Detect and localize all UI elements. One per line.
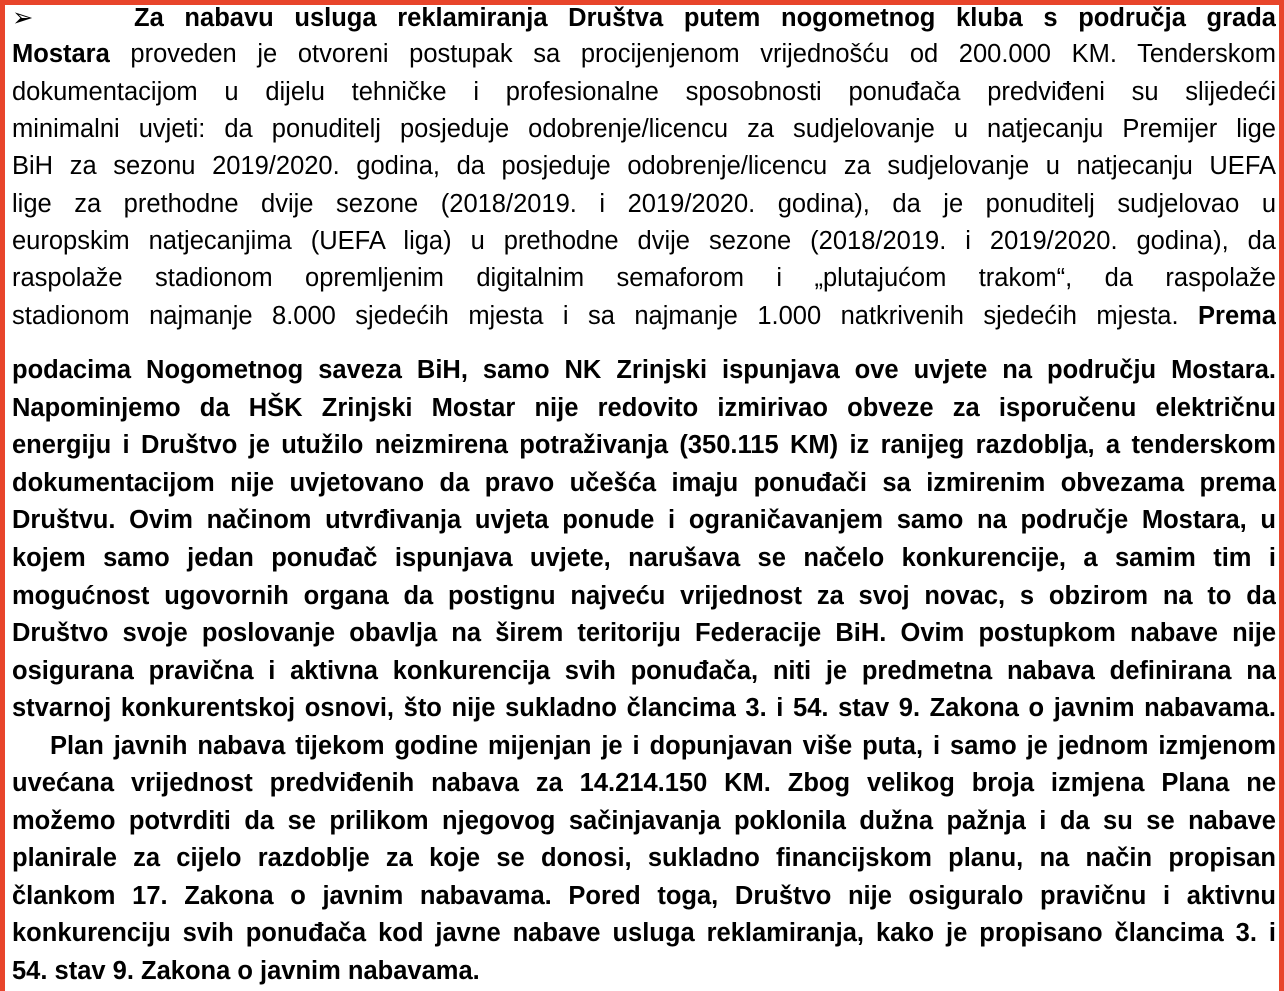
text-line: člankom 17. Zakona o javnim nabavama. Pored toga, Društvo nije osiguralo pravičnu i aktivnu: [12, 882, 1276, 910]
arrow-bullet-icon: ➢: [12, 4, 34, 32]
text-line: dokumentacijom nije uvjetovano da pravo učešća imaju ponuđači sa izmirenim obvezama prema: [12, 469, 1276, 497]
text-line: BiH za sezonu 2019/2020. godina, da posjeduje odobrenje/licencu za sudjelovanje u natjecanju UEFA: [12, 152, 1276, 180]
text-line: lige za prethodne dvije sezone (2018/2019. i 2019/2020. godina), da je ponuditelj sudjelovao u: [12, 190, 1276, 218]
text-line: dokumentacijom u dijelu tehničke i profesionalne sposobnosti ponuđača predviđeni su slijedeći: [12, 78, 1276, 106]
text-line: osigurana pravična i aktivna konkurencija svih ponuđača, niti je predmetna nabava definirana na: [12, 657, 1276, 685]
text-line: kojem samo jedan ponuđač ispunjava uvjete, narušava se načelo konkurencije, a samim tim i: [12, 544, 1276, 572]
text-line: Plan javnih nabava tijekom godine mijenjan je i dopunjavan više puta, i samo je jednom izmjenom: [50, 732, 1276, 760]
text-line: možemo potvrditi da se prilikom njegovog sačinjavanja poklonila dužna pažnja i da su se nabave: [12, 807, 1276, 835]
text-line: 54. stav 9. Zakona o javnim nabavama.: [12, 957, 480, 985]
text-line: raspolaže stadionom opremljenim digitalnim semaforom i „plutajućom trakom“, da raspolaže: [12, 264, 1276, 292]
text-line: Društvu. Ovim načinom utvrđivanja uvjeta ponude i ograničavanjem samo na područje Mostara, u: [12, 506, 1276, 534]
text-line: stvarnoj konkurentskoj osnovi, što nije sukladno člancima 3. i 54. stav 9. Zakona o javnim nabavama.: [12, 694, 1276, 722]
text-line: uvećana vrijednost predviđenih nabava za 14.214.150 KM. Zbog velikog broja izmjena Plana ne: [12, 769, 1276, 797]
text-line: energiju i Društvo je utužilo neizmirena potraživanja (350.115 KM) iz ranijeg razdoblja, a tenderskom: [12, 431, 1276, 459]
text-line: stadionom najmanje 8.000 sjedećih mjesta i sa najmanje 1.000 natkrivenih sjedećih mjesta. Prema: [12, 302, 1276, 330]
text-line: Društvo svoje poslovanje obavlja na širem teritoriju Federacije BiH. Ovim postupkom nabave nije: [12, 619, 1276, 647]
text-line: ➢ Za nabavu usluga reklamiranja Društva putem nogometnog kluba s područja grada: [12, 0, 1276, 37]
text-line: Napominjemo da HŠK Zrinjski Mostar nije redovito izmirivao obveze za isporučenu električnu: [12, 394, 1276, 422]
text-line: Mostara proveden je otvoreni postupak sa procijenjenom vrijednošću od 200.000 KM. Tenderskom: [12, 40, 1276, 68]
text-line: podacima Nogometnog saveza BiH, samo NK Zrinjski ispunjava ove uvjete na području Mostara.: [12, 356, 1276, 384]
text-line: planirale za cijelo razdoblje za koje se donosi, sukladno financijskom planu, na način propisan: [12, 844, 1276, 872]
text-line: europskim natjecanjima (UEFA liga) u prethodne dvije sezone (2018/2019. i 2019/2020. godina), da: [12, 227, 1276, 255]
text-line: minimalni uvjeti: da ponuditelj posjeduje odobrenje/licencu za sudjelovanje u natjecanju Premijer lige: [12, 115, 1276, 143]
text-line: konkurenciju svih ponuđača kod javne nabave usluga reklamiranja, kako je propisano člancima 3. i: [12, 919, 1276, 947]
text-line: mogućnost ugovornih organa da postignu najveću vrijednost za svoj novac, s obzirom na to da: [12, 582, 1276, 610]
